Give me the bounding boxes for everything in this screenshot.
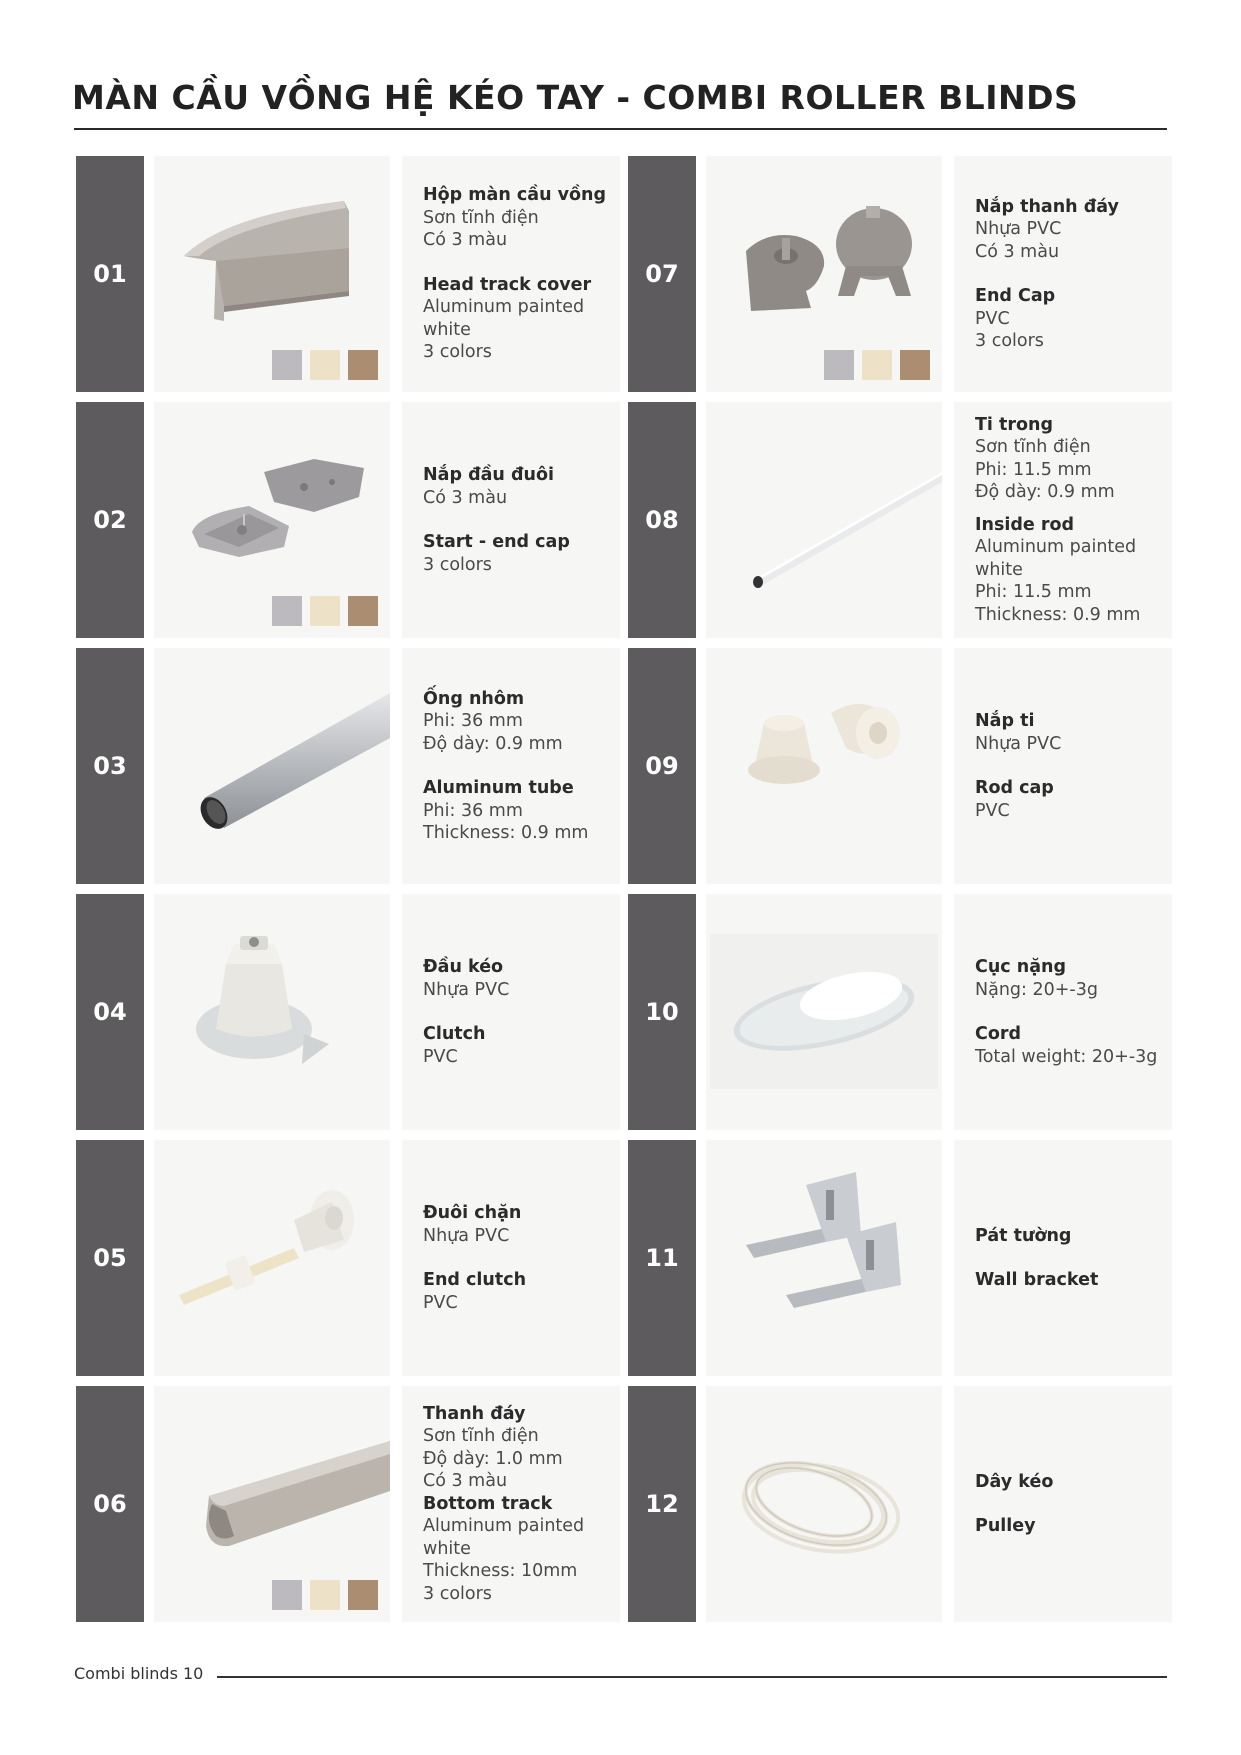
color-swatches bbox=[272, 596, 378, 626]
part-number: 03 bbox=[76, 648, 144, 884]
pulley-cord-image bbox=[706, 1386, 942, 1622]
aluminum-tube-image bbox=[154, 648, 390, 884]
en-line: white bbox=[423, 319, 471, 340]
color-swatches bbox=[272, 1580, 378, 1610]
vi-title: Đuôi chặn bbox=[423, 1203, 522, 1223]
footer-divider bbox=[217, 1676, 1167, 1678]
part-number: 08 bbox=[628, 402, 696, 638]
en-title: Inside rod bbox=[975, 514, 1075, 535]
vi-line: Có 3 màu bbox=[423, 1471, 508, 1492]
part-number: 05 bbox=[76, 1140, 144, 1376]
en-line: Thickness: 0.9 mm bbox=[975, 604, 1141, 625]
part-number: 09 bbox=[628, 648, 696, 884]
inside-rod-image bbox=[706, 402, 942, 638]
vi-title: Nắp thanh đáy bbox=[975, 196, 1119, 217]
vi-line: Độ dày: 0.9 mm bbox=[423, 733, 563, 754]
cord-weight-image bbox=[706, 894, 942, 1130]
en-title: Rod cap bbox=[975, 778, 1054, 798]
part-description bbox=[954, 1386, 1172, 1622]
parts-column-left bbox=[76, 156, 620, 1632]
en-line: Total weight: 20+-3g bbox=[975, 1046, 1158, 1067]
en-title: Bottom track bbox=[423, 1493, 553, 1514]
part-row-12 bbox=[628, 1386, 1172, 1622]
swatch-cream bbox=[310, 596, 340, 626]
part-row-05 bbox=[76, 1140, 620, 1376]
bottom-track-image bbox=[154, 1386, 390, 1622]
vi-line: Phi: 11.5 mm bbox=[975, 459, 1092, 480]
title-divider bbox=[74, 128, 1167, 130]
vi-line: Có 3 màu bbox=[423, 487, 508, 508]
part-description bbox=[402, 1140, 620, 1376]
part-description bbox=[954, 648, 1172, 884]
en-line: 3 colors bbox=[423, 1583, 492, 1604]
vi-title: Hộp màn cầu vồng bbox=[423, 185, 607, 206]
part-number: 02 bbox=[76, 402, 144, 638]
swatch-cream bbox=[310, 1580, 340, 1610]
en-line: white bbox=[423, 1538, 471, 1559]
part-number: 11 bbox=[628, 1140, 696, 1376]
en-title: Start - end cap bbox=[423, 532, 570, 552]
vi-line: Nhựa PVC bbox=[423, 1225, 510, 1246]
swatch-grey bbox=[824, 350, 854, 380]
en-line: 3 colors bbox=[975, 331, 1044, 351]
page-footer: Combi blinds 10 bbox=[74, 1664, 204, 1683]
head-track-cover-image bbox=[154, 156, 390, 392]
vi-line: Sơn tĩnh điện bbox=[423, 207, 539, 228]
en-line: Aluminum painted bbox=[423, 297, 585, 318]
swatch-cream bbox=[310, 350, 340, 380]
vi-title: Ti trong bbox=[975, 414, 1054, 435]
start-end-cap-image bbox=[154, 402, 390, 638]
part-number: 12 bbox=[628, 1386, 696, 1622]
en-title: Cord bbox=[975, 1024, 1022, 1044]
part-row-09 bbox=[628, 648, 1172, 884]
en-line: Thickness: 0.9 mm bbox=[423, 823, 589, 843]
part-row-04 bbox=[76, 894, 620, 1130]
swatch-brown bbox=[348, 350, 378, 380]
part-description bbox=[402, 156, 620, 392]
vi-title: Nắp ti bbox=[975, 711, 1035, 731]
vi-line: Phi: 36 mm bbox=[423, 711, 523, 731]
vi-line: Nhựa PVC bbox=[975, 733, 1062, 754]
part-row-07 bbox=[628, 156, 1172, 392]
en-line: PVC bbox=[423, 1292, 458, 1313]
en-title: Head track cover bbox=[423, 274, 592, 295]
part-description bbox=[954, 402, 1172, 638]
part-description bbox=[402, 1386, 620, 1622]
vi-line: Nhựa PVC bbox=[423, 979, 510, 1000]
clutch-image bbox=[154, 894, 390, 1130]
en-title: End clutch bbox=[423, 1270, 527, 1290]
part-row-06 bbox=[76, 1386, 620, 1622]
part-description bbox=[402, 402, 620, 638]
part-number: 10 bbox=[628, 894, 696, 1130]
en-line: PVC bbox=[423, 1046, 458, 1067]
part-number: 04 bbox=[76, 894, 144, 1130]
en-title: Aluminum tube bbox=[423, 778, 574, 798]
swatch-grey bbox=[272, 1580, 302, 1610]
vi-title: Đầu kéo bbox=[423, 957, 504, 977]
swatch-grey bbox=[272, 350, 302, 380]
vi-line: Nặng: 20+-3g bbox=[975, 979, 1098, 1000]
en-title: Pulley bbox=[975, 1516, 1036, 1536]
part-row-10 bbox=[628, 894, 1172, 1130]
part-description bbox=[954, 156, 1172, 392]
en-title: End Cap bbox=[975, 286, 1056, 306]
en-line: Aluminum painted bbox=[975, 537, 1137, 558]
vi-line: Có 3 màu bbox=[975, 241, 1060, 262]
en-line: Phi: 36 mm bbox=[423, 800, 523, 821]
en-title: Clutch bbox=[423, 1024, 486, 1044]
vi-title: Nắp đầu đuôi bbox=[423, 465, 554, 485]
end-cap-image bbox=[706, 156, 942, 392]
en-line: PVC bbox=[975, 308, 1010, 329]
vi-title: Dây kéo bbox=[975, 1471, 1054, 1492]
vi-line: Độ dày: 1.0 mm bbox=[423, 1448, 563, 1469]
part-row-03 bbox=[76, 648, 620, 884]
en-title: Wall bracket bbox=[975, 1270, 1099, 1290]
vi-line: Sơn tĩnh điện bbox=[975, 437, 1091, 458]
en-line: Thickness: 10mm bbox=[423, 1561, 578, 1582]
swatch-brown bbox=[900, 350, 930, 380]
part-number: 01 bbox=[76, 156, 144, 392]
part-description bbox=[954, 894, 1172, 1130]
page-title: MÀN CẦU VỒNG HỆ KÉO TAY - COMBI ROLLER BLINDS bbox=[72, 78, 1079, 117]
vi-line: Độ dày: 0.9 mm bbox=[975, 482, 1115, 503]
vi-title: Thanh đáy bbox=[423, 1403, 526, 1424]
part-description bbox=[402, 648, 620, 884]
rod-cap-image bbox=[706, 648, 942, 884]
vi-line: Sơn tĩnh điện bbox=[423, 1426, 539, 1447]
part-row-01 bbox=[76, 156, 620, 392]
wall-bracket-image bbox=[706, 1140, 942, 1376]
part-number: 06 bbox=[76, 1386, 144, 1622]
part-description bbox=[402, 894, 620, 1130]
en-line: 3 colors bbox=[423, 554, 492, 575]
part-row-08 bbox=[628, 402, 1172, 638]
swatch-brown bbox=[348, 1580, 378, 1610]
en-line: white bbox=[975, 559, 1023, 580]
en-line: Aluminum painted bbox=[423, 1516, 585, 1537]
swatch-grey bbox=[272, 596, 302, 626]
part-row-11 bbox=[628, 1140, 1172, 1376]
vi-title: Ống nhôm bbox=[423, 688, 525, 709]
vi-title: Cục nặng bbox=[975, 957, 1067, 977]
vi-line: Nhựa PVC bbox=[975, 219, 1062, 239]
swatch-cream bbox=[862, 350, 892, 380]
part-description bbox=[954, 1140, 1172, 1376]
en-line: PVC bbox=[975, 800, 1010, 821]
en-line: Phi: 11.5 mm bbox=[975, 582, 1092, 603]
swatch-brown bbox=[348, 596, 378, 626]
part-number: 07 bbox=[628, 156, 696, 392]
vi-title: Pát tường bbox=[975, 1225, 1072, 1246]
vi-line: Có 3 màu bbox=[423, 230, 508, 251]
end-clutch-image bbox=[154, 1140, 390, 1376]
color-swatches bbox=[272, 350, 378, 380]
color-swatches bbox=[824, 350, 930, 380]
part-row-02 bbox=[76, 402, 620, 638]
parts-column-right bbox=[628, 156, 1172, 1632]
en-line: 3 colors bbox=[423, 342, 492, 363]
